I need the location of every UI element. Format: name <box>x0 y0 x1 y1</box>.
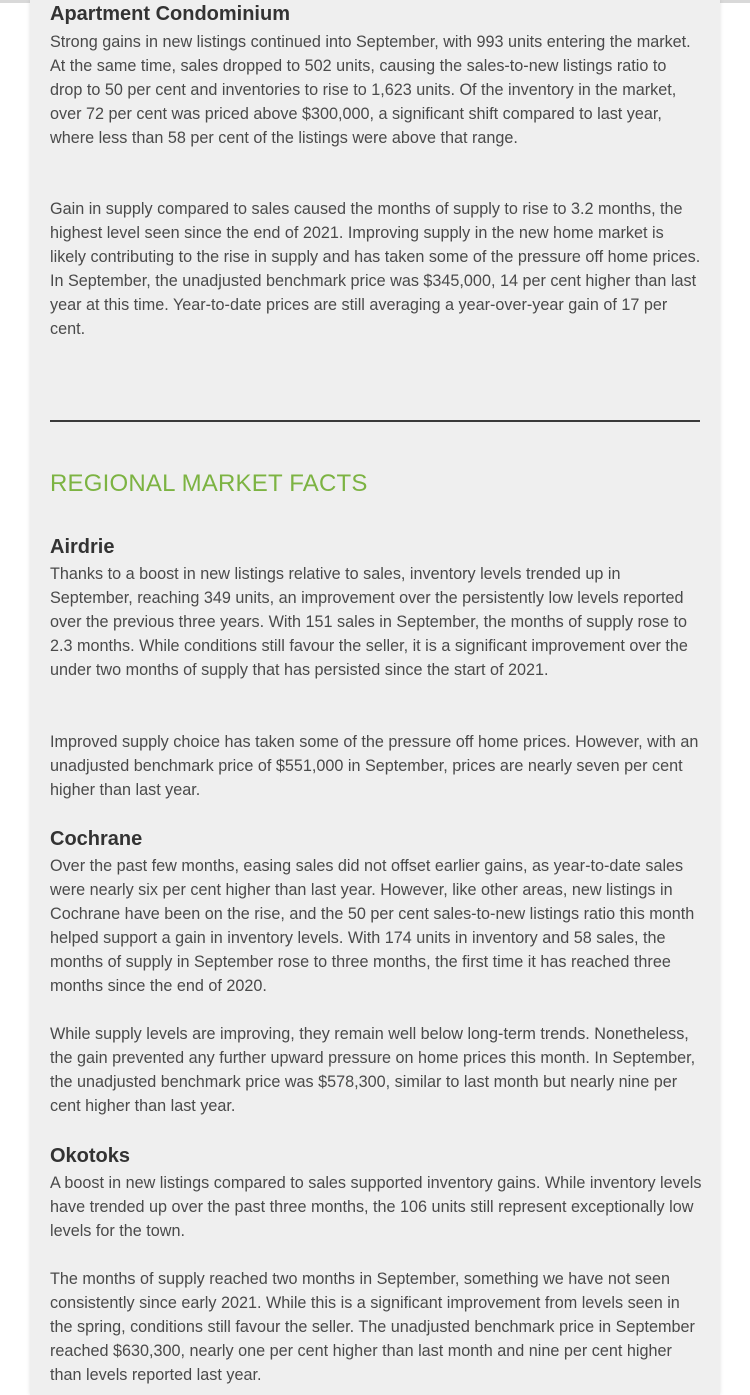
apartment-heading: Apartment Condominium <box>50 3 290 25</box>
okotoks-heading: Okotoks <box>50 1145 131 1167</box>
apartment-paragraph-1: Strong gains in new listings continued into September, with 993 units entering the market. At the same time, sales dropped to 502 units, causing the sales-to-new listings ratio to drop to 50 per cent and inventories to rise to 1,623 units. Of the inventory in the market, over 72 per cent was priced above $300,000, a significant shift compared to last year, where less than 58 per cent of the listings were above that range. <box>50 33 691 147</box>
okotoks-paragraph-2: The months of supply reached two months in September, something we have not seen consistently since early 2021. While this is a significant improvement from levels seen in the spring, conditions still favour the seller. The unadjusted benchmark price in September reached $630,300, nearly one per cent higher than last month and nine per cent higher than levels reported last year. <box>50 1270 695 1384</box>
airdrie-paragraph-2: Improved supply choice has taken some of the pressure off home prices. However, with an unadjusted benchmark price of $551,000 in September, prices are nearly seven per cent higher than last year. <box>50 733 699 799</box>
apartment-paragraph-2: Gain in supply compared to sales caused the months of supply to rise to 3.2 months, the highest level seen since the end of 2021. Improving supply in the new home market is likely contributing to the rise in supply and has taken some of the pressure off home prices. In September, the unadjusted benchmark price was $345,000, 14 per cent higher than last year at this time. Year-to-date prices are still averaging a year-over-year gain of 17 per cent. <box>50 200 701 338</box>
document-page <box>30 0 720 1395</box>
airdrie-heading: Airdrie <box>50 536 115 558</box>
section-divider <box>50 420 700 422</box>
okotoks-paragraph-1: A boost in new listings compared to sales supported inventory gains. While inventory levels have trended up over the past three months, the 106 units still represent exceptionally low levels for the town. <box>50 1174 702 1240</box>
airdrie-paragraph-1: Thanks to a boost in new listings relative to sales, inventory levels trended up in September, reaching 349 units, an improvement over the persistently low levels reported over the previous three years. With 151 sales in September, the months of supply rose to 2.3 months. While conditions still favour the seller, it is a significant improvement over the under two months of supply that has persisted since the start of 2021. <box>50 565 688 679</box>
cochrane-paragraph-1: Over the past few months, easing sales did not offset earlier gains, as year-to-date sales were nearly six per cent higher than last year. However, like other areas, new listings in Cochrane have been on the rise, and the 50 per cent sales-to-new listings ratio this month helped support a gain in inventory levels. With 174 units in inventory and 58 sales, the months of supply in September rose to three months, the first time it has reached three months since the end of 2020. <box>50 857 695 995</box>
cochrane-heading: Cochrane <box>50 828 143 850</box>
cochrane-paragraph-2: While supply levels are improving, they remain well below long-term trends. Nonetheless, the gain prevented any further upward pressure on home prices this month. In September, the unadjusted benchmark price was $578,300, similar to last month but nearly nine per cent higher than last year. <box>50 1025 696 1115</box>
regional-market-facts-title: REGIONAL MARKET FACTS <box>50 470 368 497</box>
